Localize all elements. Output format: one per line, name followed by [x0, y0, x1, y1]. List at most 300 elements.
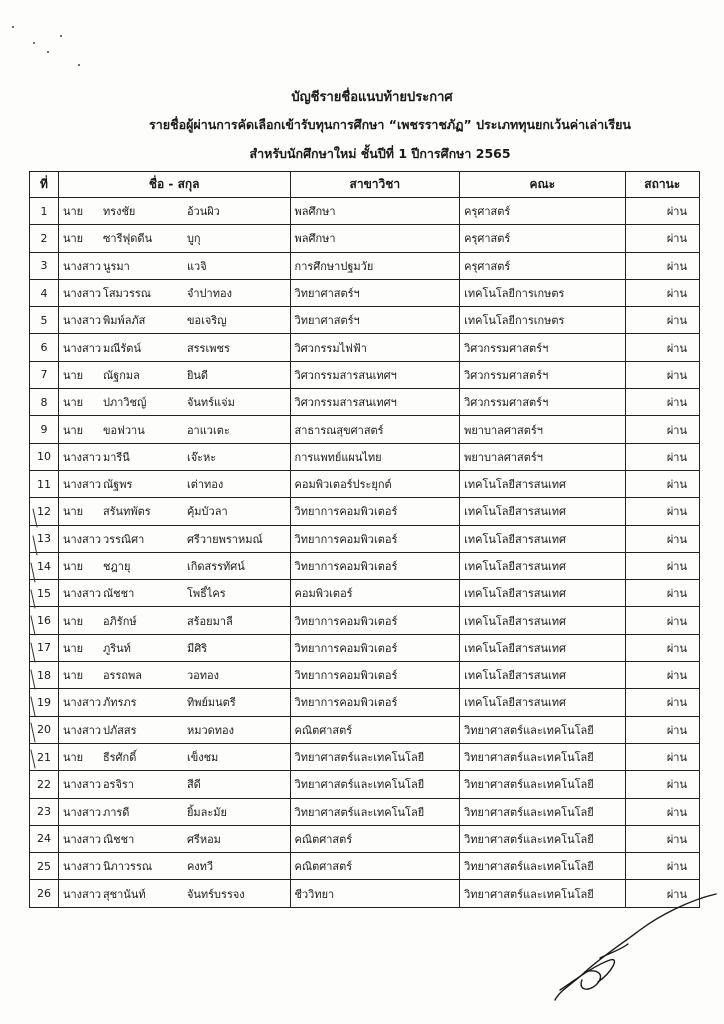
- status-cell: [625, 198, 699, 225]
- row-number: 2: [40, 231, 48, 245]
- major-cell: [290, 607, 460, 634]
- faculty-cell: [460, 225, 625, 252]
- faculty-cell: [460, 389, 625, 416]
- last-name: ยินดี: [186, 368, 209, 382]
- faculty-cell: [460, 689, 625, 716]
- first-name: อรจิรา: [102, 778, 134, 792]
- status-value: ผ่าน: [666, 614, 687, 628]
- status-value: ผ่าน: [666, 669, 687, 683]
- major-value: วิทยาศาสตร์และเทคโนโลยี: [294, 751, 425, 765]
- name-title: นาย: [62, 614, 84, 628]
- first-name: ภารดี: [102, 805, 130, 819]
- major-cell: [290, 743, 460, 770]
- row-number-cell: [30, 279, 59, 306]
- status-value: ผ่าน: [666, 478, 687, 492]
- table-row: [30, 361, 700, 388]
- status-cell: [625, 334, 699, 361]
- name-cell: [58, 470, 290, 497]
- first-name: วรรณิศา: [102, 532, 145, 546]
- status-cell: [625, 525, 699, 552]
- faculty-value: วิทยาศาสตร์และเทคโนโลยี: [464, 860, 594, 874]
- name-cell: [58, 689, 290, 716]
- status-cell: [625, 361, 699, 388]
- faculty-cell: [460, 580, 625, 607]
- status-cell: [625, 689, 699, 716]
- name-cell: [58, 443, 290, 470]
- major-value: คอมพิวเตอร์: [294, 587, 353, 601]
- major-cell: [290, 416, 460, 443]
- table-row: [30, 662, 700, 689]
- status-value: ผ่าน: [666, 805, 687, 819]
- name-title: นางสาว: [62, 450, 102, 464]
- row-number: 16: [36, 614, 51, 628]
- row-number: 12: [36, 504, 51, 518]
- first-name: ณัฐพร: [102, 478, 133, 492]
- status-cell: [625, 580, 699, 607]
- status-value: ผ่าน: [666, 314, 687, 328]
- name-cell: [58, 825, 290, 852]
- table-row: [30, 743, 700, 770]
- status-cell: [625, 771, 699, 798]
- major-value: สาธารณสุขศาสตร์: [294, 423, 384, 437]
- row-number-cell: [30, 198, 59, 225]
- row-number: 3: [40, 259, 48, 273]
- row-number-cell: [30, 880, 59, 907]
- row-number: 6: [40, 341, 48, 355]
- faculty-cell: [460, 416, 625, 443]
- column-header-faculty: คณะ: [460, 172, 625, 198]
- faculty-value: เทคโนโลยีสารสนเทศ: [464, 696, 567, 710]
- faculty-value: วิศวกรรมศาสตร์ฯ: [464, 396, 549, 410]
- faculty-value: วิทยาศาสตร์และเทคโนโลยี: [464, 805, 594, 819]
- name-title: นาย: [62, 505, 84, 519]
- table-row: [30, 498, 700, 525]
- first-name: ขอฟวาน: [102, 423, 145, 437]
- first-name: ธีรศักดิ์: [102, 751, 137, 765]
- table-row: [30, 716, 700, 743]
- faculty-value: เทคโนโลยีสารสนเทศ: [464, 587, 567, 601]
- last-name: ขอเจริญ: [186, 314, 227, 328]
- table-row: [30, 443, 700, 470]
- faculty-cell: [460, 252, 625, 279]
- status-cell: [625, 662, 699, 689]
- row-number-cell: [30, 716, 59, 743]
- first-name: นูรมา: [102, 259, 130, 273]
- status-cell: [625, 252, 699, 279]
- status-cell: [625, 470, 699, 497]
- faculty-cell: [460, 334, 625, 361]
- status-value: ผ่าน: [666, 368, 687, 382]
- major-value: วิทยาการคอมพิวเตอร์: [294, 505, 398, 519]
- last-name: สรรเพชร: [186, 341, 230, 355]
- status-value: ผ่าน: [666, 532, 687, 546]
- table-row: [30, 334, 700, 361]
- major-cell: [290, 198, 460, 225]
- faculty-value: พยาบาลศาสตร์ฯ: [464, 450, 543, 464]
- last-name: ศรีวายพราหมณ์: [186, 532, 263, 546]
- row-number-cell: [30, 252, 59, 279]
- last-name: แวจิ: [186, 259, 207, 273]
- row-number-cell: [30, 743, 59, 770]
- major-cell: [290, 307, 460, 334]
- major-cell: [290, 771, 460, 798]
- first-name: ทรงชัย: [102, 205, 136, 219]
- table-body: [30, 198, 700, 908]
- row-number-cell: [30, 416, 59, 443]
- row-number-cell: [30, 225, 59, 252]
- status-cell: [625, 880, 699, 907]
- status-cell: [625, 416, 699, 443]
- row-number-cell: [30, 552, 59, 579]
- faculty-value: วิทยาศาสตร์และเทคโนโลยี: [464, 887, 594, 901]
- table-row: [30, 252, 700, 279]
- last-name: จันทร์บรรจง: [186, 887, 245, 901]
- row-number: 10: [36, 450, 51, 464]
- major-value: ชีววิทยา: [294, 887, 335, 901]
- first-name: ณิชชา: [102, 832, 135, 846]
- row-number: 7: [40, 368, 48, 382]
- major-value: วิศวกรรมสารสนเทศฯ: [294, 368, 397, 382]
- last-name: บูกุ: [186, 232, 201, 246]
- status-value: ผ่าน: [666, 450, 687, 464]
- table-row: [30, 771, 700, 798]
- status-cell: [625, 853, 699, 880]
- name-title: นาย: [62, 751, 84, 765]
- name-cell: [58, 498, 290, 525]
- faculty-value: วิทยาศาสตร์และเทคโนโลยี: [464, 832, 594, 846]
- faculty-cell: [460, 470, 625, 497]
- faculty-value: เทคโนโลยีสารสนเทศ: [464, 641, 567, 655]
- name-cell: [58, 771, 290, 798]
- major-value: วิทยาศาสตร์ฯ: [294, 287, 360, 301]
- row-number: 9: [40, 423, 48, 437]
- faculty-cell: [460, 307, 625, 334]
- last-name: คุ้มบัวลา: [186, 505, 228, 519]
- name-title: นางสาว: [62, 778, 102, 792]
- major-value: คณิตศาสตร์: [294, 723, 353, 737]
- row-number-cell: [30, 580, 59, 607]
- name-title: นาย: [62, 423, 84, 437]
- major-value: วิทยาการคอมพิวเตอร์: [294, 614, 398, 628]
- first-name: มารีนี: [102, 450, 130, 464]
- status-value: ผ่าน: [666, 396, 687, 410]
- row-number-cell: [30, 334, 59, 361]
- major-value: วิทยาการคอมพิวเตอร์: [294, 641, 398, 655]
- table-row: [30, 470, 700, 497]
- status-value: ผ่าน: [666, 560, 687, 573]
- last-name: หมวดทอง: [186, 723, 234, 737]
- faculty-cell: [460, 743, 625, 770]
- document-title: บัญชีรายชื่อแนบท้ายประกาศ: [291, 90, 453, 105]
- table-row: [30, 389, 700, 416]
- faculty-cell: [460, 662, 625, 689]
- first-name: ปภัสสร: [102, 723, 137, 737]
- name-title: นาย: [62, 396, 84, 410]
- faculty-value: วิทยาศาสตร์และเทคโนโลยี: [464, 723, 594, 737]
- row-number-cell: [30, 361, 59, 388]
- table-row: [30, 279, 700, 306]
- name-title: นางสาว: [62, 259, 102, 273]
- major-cell: [290, 279, 460, 306]
- name-cell: [58, 389, 290, 416]
- name-title: นางสาว: [62, 287, 102, 301]
- row-number-cell: [30, 634, 59, 661]
- status-value: ผ่าน: [666, 751, 687, 765]
- status-cell: [625, 443, 699, 470]
- signature-scribble: [555, 894, 716, 1000]
- first-name: มณีรัตน์: [102, 341, 141, 355]
- faculty-value: เทคโนโลยีสารสนเทศ: [464, 532, 567, 546]
- name-cell: [58, 307, 290, 334]
- name-title: นางสาว: [62, 723, 102, 737]
- row-number-cell: [30, 689, 59, 716]
- major-cell: [290, 443, 460, 470]
- status-value: ผ่าน: [666, 505, 687, 519]
- status-cell: [625, 716, 699, 743]
- major-cell: [290, 252, 460, 279]
- major-value: วิทยาศาสตร์ฯ: [294, 314, 360, 328]
- faculty-value: วิศวกรรมศาสตร์ฯ: [464, 341, 549, 355]
- major-cell: [290, 662, 460, 689]
- major-cell: [290, 334, 460, 361]
- major-value: วิศวกรรมสารสนเทศฯ: [294, 396, 397, 410]
- last-name: คงทวี: [186, 860, 214, 874]
- faculty-value: เทคโนโลยีการเกษตร: [464, 314, 565, 328]
- column-header-number: ที่: [30, 172, 59, 198]
- name-title: นางสาว: [62, 805, 102, 819]
- faculty-value: ครุศาสตร์: [464, 232, 511, 246]
- name-cell: [58, 225, 290, 252]
- faculty-value: เทคโนโลยีสารสนเทศ: [464, 478, 567, 492]
- faculty-cell: [460, 853, 625, 880]
- name-title: นาย: [62, 205, 84, 219]
- name-title: นางสาว: [62, 696, 102, 710]
- status-cell: [625, 279, 699, 306]
- row-number: 23: [36, 805, 51, 819]
- row-number-cell: [30, 771, 59, 798]
- table-row: [30, 607, 700, 634]
- status-cell: [625, 798, 699, 825]
- table-row: [30, 689, 700, 716]
- row-number: 11: [36, 477, 51, 491]
- status-value: ผ่าน: [666, 287, 687, 301]
- faculty-cell: [460, 607, 625, 634]
- row-number-cell: [30, 662, 59, 689]
- row-number: 13: [36, 532, 51, 546]
- status-cell: [625, 607, 699, 634]
- row-number: 1: [40, 204, 48, 218]
- faculty-value: เทคโนโลยีสารสนเทศ: [464, 560, 567, 573]
- last-name: ทิพย์มนตรี: [186, 696, 236, 710]
- row-number-cell: [30, 470, 59, 497]
- major-cell: [290, 880, 460, 907]
- last-name: เข็งชม: [186, 751, 219, 765]
- last-name: เกิดสรรทัศน์: [186, 560, 245, 573]
- row-number: 22: [36, 777, 51, 791]
- major-value: วิศวกรรมไฟฟ้า: [294, 341, 367, 355]
- major-cell: [290, 634, 460, 661]
- faculty-value: ครุศาสตร์: [464, 205, 511, 219]
- major-cell: [290, 689, 460, 716]
- status-cell: [625, 552, 699, 579]
- name-cell: [58, 416, 290, 443]
- faculty-value: ครุศาสตร์: [464, 259, 511, 273]
- faculty-value: วิทยาศาสตร์และเทคโนโลยี: [464, 778, 594, 792]
- name-cell: [58, 743, 290, 770]
- major-cell: [290, 853, 460, 880]
- faculty-cell: [460, 498, 625, 525]
- row-number: 25: [36, 859, 51, 873]
- status-value: ผ่าน: [666, 259, 687, 273]
- name-cell: [58, 798, 290, 825]
- faculty-cell: [460, 361, 625, 388]
- status-value: ผ่าน: [666, 641, 687, 655]
- table-row: [30, 525, 700, 552]
- major-value: วิทยาการคอมพิวเตอร์: [294, 696, 398, 710]
- name-cell: [58, 198, 290, 225]
- last-name: สร้อยมาลี: [186, 614, 233, 628]
- status-value: ผ่าน: [666, 205, 687, 219]
- status-value: ผ่าน: [666, 860, 687, 874]
- name-title: นางสาว: [62, 860, 102, 874]
- name-cell: [58, 607, 290, 634]
- faculty-value: พยาบาลศาสตร์ฯ: [464, 423, 543, 437]
- name-title: นางสาว: [62, 532, 102, 546]
- faculty-cell: [460, 771, 625, 798]
- faculty-cell: [460, 825, 625, 852]
- document-subtitle-year: สำหรับนักศึกษาใหม่ ชั้นปีที่ 1 ปีการศึกษา 2565: [249, 146, 511, 161]
- row-number: 8: [40, 395, 48, 409]
- column-header-major: สาขาวิชา: [290, 172, 460, 198]
- first-name: ณัชชา: [102, 587, 135, 601]
- table-row: [30, 825, 700, 852]
- faculty-cell: [460, 279, 625, 306]
- major-value: คณิตศาสตร์: [294, 832, 353, 846]
- row-number: 15: [36, 586, 51, 600]
- first-name: พิมพ์ลภัส: [102, 314, 146, 328]
- first-name: ปภาวิชญ์: [102, 396, 147, 410]
- column-header-status: สถานะ: [625, 172, 699, 198]
- status-cell: [625, 389, 699, 416]
- faculty-cell: [460, 198, 625, 225]
- major-cell: [290, 716, 460, 743]
- major-value: พลศึกษา: [294, 232, 336, 246]
- major-value: วิทยาศาสตร์และเทคโนโลยี: [294, 778, 425, 792]
- row-number: 5: [40, 313, 48, 327]
- last-name: อ้วนผิว: [186, 205, 220, 219]
- faculty-value: วิทยาศาสตร์และเทคโนโลยี: [464, 751, 594, 765]
- row-number: 14: [36, 559, 51, 573]
- status-value: ผ่าน: [666, 778, 687, 792]
- status-cell: [625, 498, 699, 525]
- faculty-value: เทคโนโลยีการเกษตร: [464, 287, 565, 301]
- first-name: ภัทรภร: [102, 696, 137, 710]
- major-value: พลศึกษา: [294, 205, 336, 219]
- name-title: นาย: [62, 669, 84, 683]
- faculty-value: เทคโนโลยีสารสนเทศ: [464, 505, 567, 519]
- name-title: นาย: [62, 560, 84, 573]
- table-row: [30, 580, 700, 607]
- row-number-cell: [30, 607, 59, 634]
- name-cell: [58, 853, 290, 880]
- last-name: จันทร์แจ่ม: [186, 396, 235, 410]
- first-name: ชฎายุ: [102, 560, 131, 573]
- table-row: [30, 198, 700, 225]
- name-cell: [58, 634, 290, 661]
- row-number-cell: [30, 307, 59, 334]
- major-cell: [290, 525, 460, 552]
- status-value: ผ่าน: [666, 587, 687, 601]
- status-cell: [625, 634, 699, 661]
- name-cell: [58, 552, 290, 579]
- last-name: ยิ้มละมัย: [186, 805, 227, 819]
- last-name: เต่าทอง: [186, 478, 224, 492]
- name-title: นาย: [62, 368, 84, 382]
- status-value: ผ่าน: [666, 696, 687, 710]
- name-title: นางสาว: [62, 478, 102, 492]
- first-name: อรรถพล: [102, 669, 143, 683]
- major-cell: [290, 580, 460, 607]
- name-title: นางสาว: [62, 587, 102, 601]
- major-value: วิทยาการคอมพิวเตอร์: [294, 532, 398, 546]
- faculty-cell: [460, 552, 625, 579]
- column-header-name: ชื่อ - สกุล: [58, 172, 290, 198]
- major-value: คอมพิวเตอร์ประยุกต์: [294, 478, 392, 492]
- name-cell: [58, 334, 290, 361]
- major-value: วิทยาศาสตร์และเทคโนโลยี: [294, 805, 425, 819]
- faculty-cell: [460, 443, 625, 470]
- status-cell: [625, 225, 699, 252]
- faculty-cell: [460, 798, 625, 825]
- name-title: นางสาว: [62, 887, 102, 901]
- major-cell: [290, 361, 460, 388]
- document-subtitle: รายชื่อผู้ผ่านการคัดเลือกเข้ารับทุนการศึกษา “เพชรราชภัฏ” ประเภททุนยกเว้นค่าเล่าเรียน: [149, 117, 631, 132]
- row-number-cell: [30, 498, 59, 525]
- table-row: [30, 798, 700, 825]
- table-row: [30, 225, 700, 252]
- row-number-cell: [30, 853, 59, 880]
- first-name: สรันทพัตร: [102, 505, 151, 519]
- status-cell: [625, 307, 699, 334]
- status-value: ผ่าน: [666, 832, 687, 846]
- name-title: นางสาว: [62, 832, 102, 846]
- row-number-cell: [30, 443, 59, 470]
- major-cell: [290, 552, 460, 579]
- status-value: ผ่าน: [666, 887, 687, 901]
- name-title: นางสาว: [62, 314, 102, 328]
- last-name: จำปาทอง: [186, 287, 232, 301]
- row-number: 4: [40, 286, 48, 300]
- last-name: เจ๊ะหะ: [186, 450, 217, 464]
- major-cell: [290, 498, 460, 525]
- row-number: 21: [36, 750, 51, 764]
- status-cell: [625, 825, 699, 852]
- status-value: ผ่าน: [666, 723, 687, 737]
- last-name: ศรีหอม: [186, 832, 221, 846]
- status-cell: [625, 743, 699, 770]
- major-cell: [290, 470, 460, 497]
- name-cell: [58, 525, 290, 552]
- row-number: 24: [36, 832, 51, 846]
- status-value: ผ่าน: [666, 341, 687, 355]
- first-name: ซารีฟุดดีน: [102, 232, 153, 246]
- row-number-cell: [30, 389, 59, 416]
- major-cell: [290, 225, 460, 252]
- row-number: 19: [36, 695, 51, 709]
- first-name: นิภาวรรณ: [102, 860, 153, 874]
- first-name: สุชานันท์: [102, 887, 146, 901]
- name-cell: [58, 279, 290, 306]
